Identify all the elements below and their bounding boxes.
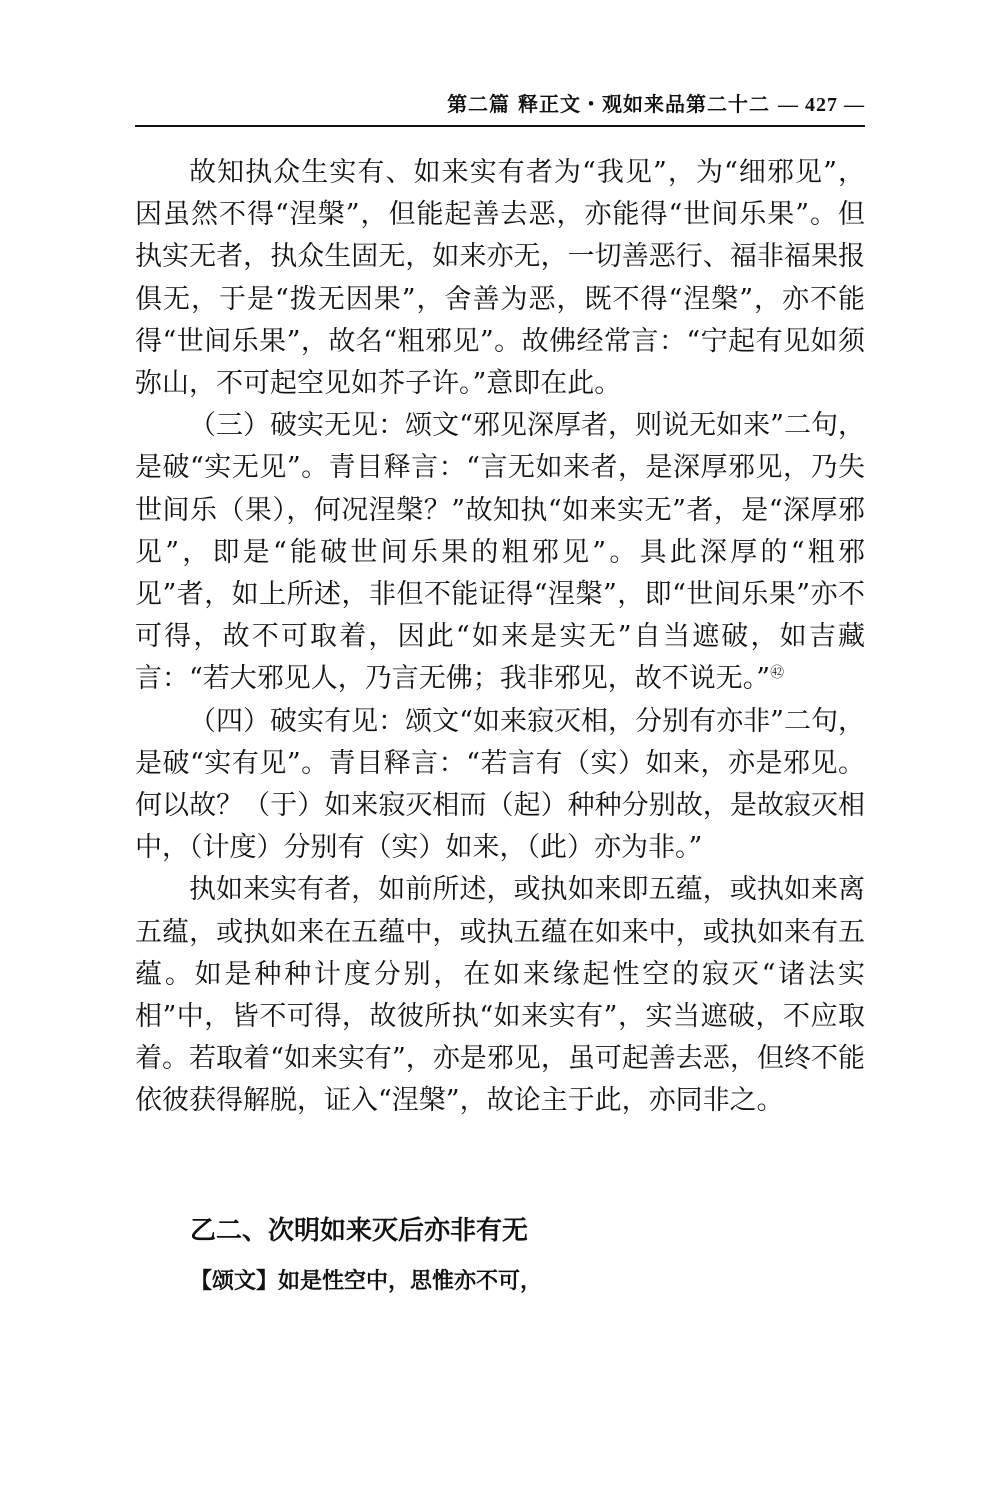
body-text	[135, 152, 865, 1123]
paragraph	[135, 405, 865, 700]
running-header	[135, 88, 865, 127]
paragraph-text: （三）破实无见：颂文“邪见深厚者，则说无如来”二句，是破“实无见”。青目释言：“言无如来者，是深厚邪见，乃失世间乐（果），何况涅槃？”故知执“如来实无”者，是“深厚邪见”，即是“能破世间乐果的粗邪见”。具此深厚的“粗邪见”者，如上所述，非但不能证得“涅槃”，即“世间乐果”亦不可得，故不可取着，因此“如来是实无”自当遮破，如吉藏言：“若大邪见人，乃言无佛；我非邪见，故不说无。”	[135, 410, 865, 695]
header-title: 第二篇 释正文・观如来品第二十二	[447, 92, 771, 116]
section-heading: 乙二、次明如来灭后亦非有无	[190, 1216, 529, 1246]
verse-text: 如是性空中，思惟亦不可，	[278, 1269, 543, 1294]
page-number: — 427 —	[778, 94, 865, 116]
paragraph: （四）破实有见：颂文“如来寂灭相，分别有亦非”二句，是破“实有见”。青目释言：“若言有（实）如来，亦是邪见。何以故？（于）如来寂灭相而（起）种种分别故，是故寂灭相中，（计度）分别有（实）如来，（此）亦为非。”	[135, 705, 865, 864]
footnote-marker: ㊷	[770, 665, 785, 682]
paragraph: 故知执众生实有、如来实有者为“我见”，为“细邪见”，因虽然不得“涅槃”，但能起善去恶，亦能得“世间乐果”。但执实无者，执众生固无，如来亦无，一切善恶行、福非福果报俱无，于是“拨无因果”，舍善为恶，既不得“涅槃”，亦不能得“世间乐果”，故名“粗邪见”。故佛经常言：“宁起有见如须弥山，不可起空见如芥子许。”意即在此。	[135, 157, 865, 400]
verse-line	[190, 1264, 542, 1295]
verse-label: 【颂文】	[190, 1269, 279, 1294]
paragraph: 执如来实有者，如前所述，或执如来即五蕴，或执如来离五蕴，或执如来在五蕴中，或执五蕴在如来中，或执如来有五蕴。如是种种计度分别，在如来缘起性空的寂灭“诸法实相”中，皆不可得，故彼所执“如来实有”，实当遮破，不应取着。若取着“如来实有”，亦是邪见，虽可起善去恶，但终不能依彼获得解脱，证入“涅槃”，故论主于此，亦同非之。	[135, 874, 865, 1117]
